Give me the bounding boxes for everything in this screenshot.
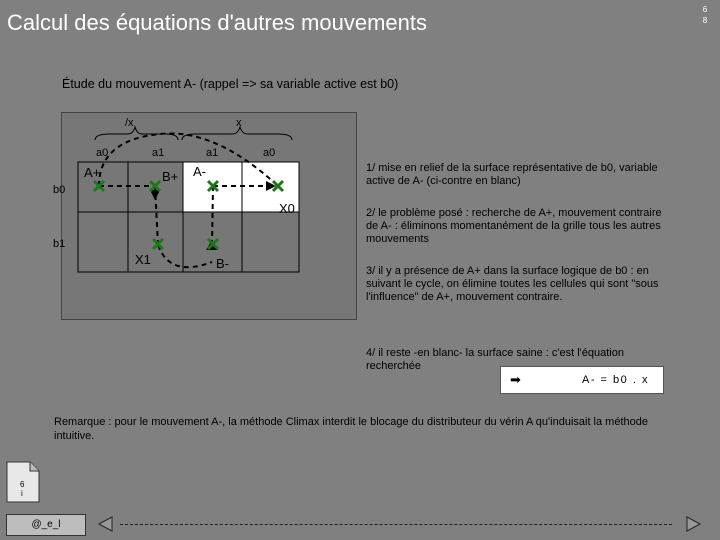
step-3-text: 3/ il y a présence de A+ dans la surface logique de b0 : en suivant le cycle, on élimine toutes les cellules qui sont "sous l'influence" de A+, mouvement contraire. (366, 265, 659, 303)
subtitle: Étude du mouvement A- (rappel => sa variable active est b0) (62, 77, 399, 91)
step-4-text: 4/ il reste -en blanc- la surface saine : c'est l'équation recherchée (366, 347, 624, 372)
remark-text: Remarque : pour le mouvement A-, la méthode Climax interdit le blocage du distributeur du vérin A qu'induisait la méthode intuitive. (54, 416, 648, 442)
doc-icon-line2: i (21, 489, 23, 498)
cell-label-a-minus: A- (193, 164, 206, 179)
result-equation: A- = b0 . x (582, 374, 649, 386)
page-number-main: 6 (702, 5, 708, 14)
col-label-a1-left: a1 (152, 147, 165, 159)
right-arrow-icon: ➡ (510, 372, 521, 387)
author-button[interactable]: @_e_l (6, 514, 86, 536)
nav-prev-icon[interactable] (96, 515, 116, 538)
row-label-b0: b0 (53, 184, 66, 196)
cell-label-b-plus: B+ (162, 169, 179, 184)
document-icon[interactable] (6, 461, 40, 508)
nav-next-icon[interactable] (683, 515, 703, 538)
step-2-text: 2/ le problème posé : recherche de A+, mouvement contraire de A- : éliminons momentanément de la grille tous les autres mouvements (366, 207, 662, 245)
karnaugh-map (0, 0, 360, 330)
cell-label-b-minus: B- (216, 256, 229, 271)
footer-divider (120, 524, 672, 525)
col-label-a1-right: a1 (206, 147, 219, 159)
cell-label-a-plus: A+ (84, 165, 101, 180)
row-label-b1: b1 (53, 238, 66, 250)
page-number-top (698, 4, 712, 26)
step-1-text: 1/ mise en relief de la surface représentative de b0, variable active de A- (ci-contre en blanc) (366, 162, 658, 187)
col-label-a0-right: a0 (263, 147, 276, 159)
col-label-a0-left: a0 (96, 147, 109, 159)
cell-label-x0: X0 (279, 201, 295, 216)
doc-icon-line1: 6 (20, 480, 25, 489)
page-title: Calcul des équations d'autres mouvements (7, 10, 427, 35)
label-x: x (236, 117, 242, 129)
cell-label-x1: X1 (135, 252, 151, 267)
label-not-x: /x (125, 117, 134, 129)
page-number-sub: 8 (702, 16, 708, 25)
